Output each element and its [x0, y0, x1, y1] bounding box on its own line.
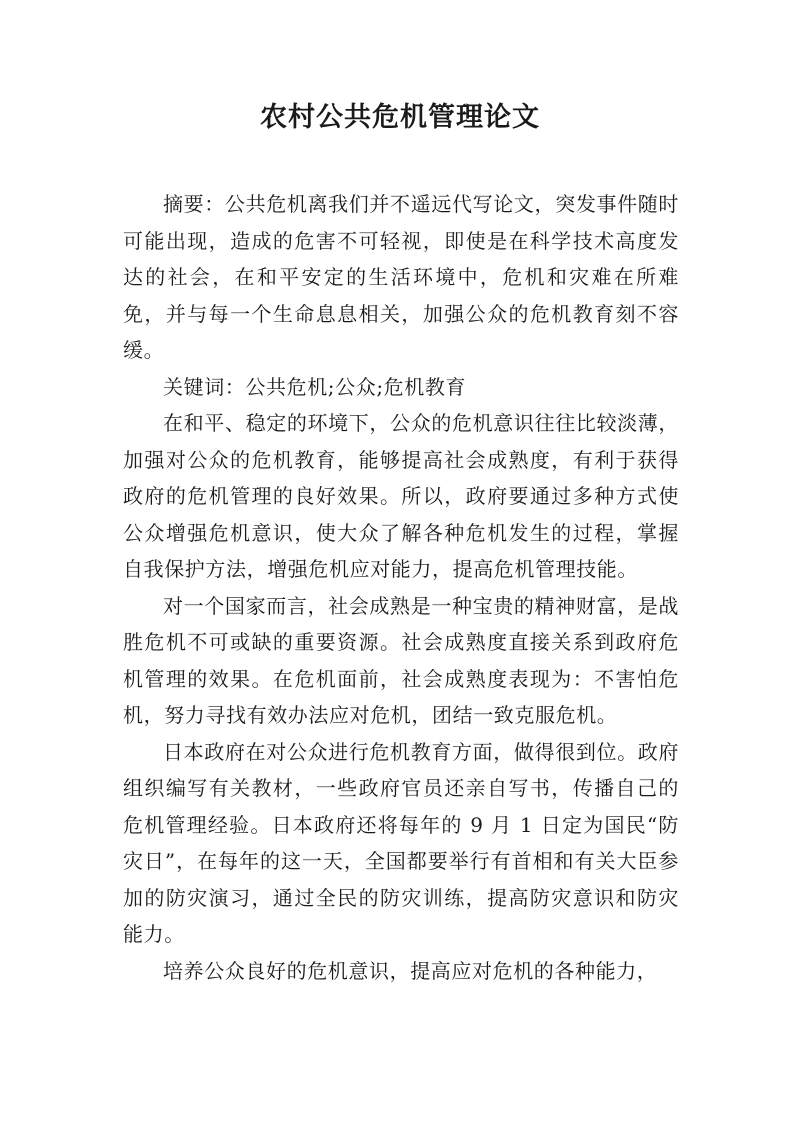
body-paragraph: 培养公众良好的危机意识，提高应对危机的各种能力，: [163, 958, 658, 983]
document-body: [123, 186, 679, 989]
keywords-paragraph: 关键词：公共危机;公众;危机教育: [163, 374, 467, 399]
document-title: 农村公共危机管理论文: [260, 102, 540, 133]
abstract-paragraph: 摘要：公共危机离我们并不遥远代写论文，突发事件随时可能出现，造成的危害不可轻视，即使是在科学技术高度发达的社会，在和平安定的生活环境中，危机和灾难在所难免，并与每一个生命息息相关，加强公众的危机教育刻不容缓。: [123, 192, 679, 362]
body-paragraph: 在和平、稳定的环境下，公众的危机意识往往比较淡薄，加强对公众的危机教育，能够提高社会成熟度，有利于获得政府的危机管理的良好效果。所以，政府要通过多种方式使公众增强危机意识，使大众了解各种危机发生的过程，掌握自我保护方法，增强危机应对能力，提高危机管理技能。: [123, 411, 679, 581]
body-paragraph: 对一个国家而言，社会成熟是一种宝贵的精神财富，是战胜危机不可或缺的重要资源。社会成熟度直接关系到政府危机管理的效果。在危机面前，社会成熟度表现为：不害怕危机，努力寻找有效办法应对危机，团结一致克服危机。: [123, 593, 679, 727]
body-paragraph: 日本政府在对公众进行危机教育方面，做得很到位。政府组织编写有关教材，一些政府官员还亲自写书，传播自己的危机管理经验。日本政府还将每年的 9 月 1 日定为国民“防灾日”，在每年的这一天，全国都要举行有首相和有关大臣参加的防灾演习，通过全民的防灾训练，提高防灾意识和防灾能力。: [123, 739, 679, 946]
